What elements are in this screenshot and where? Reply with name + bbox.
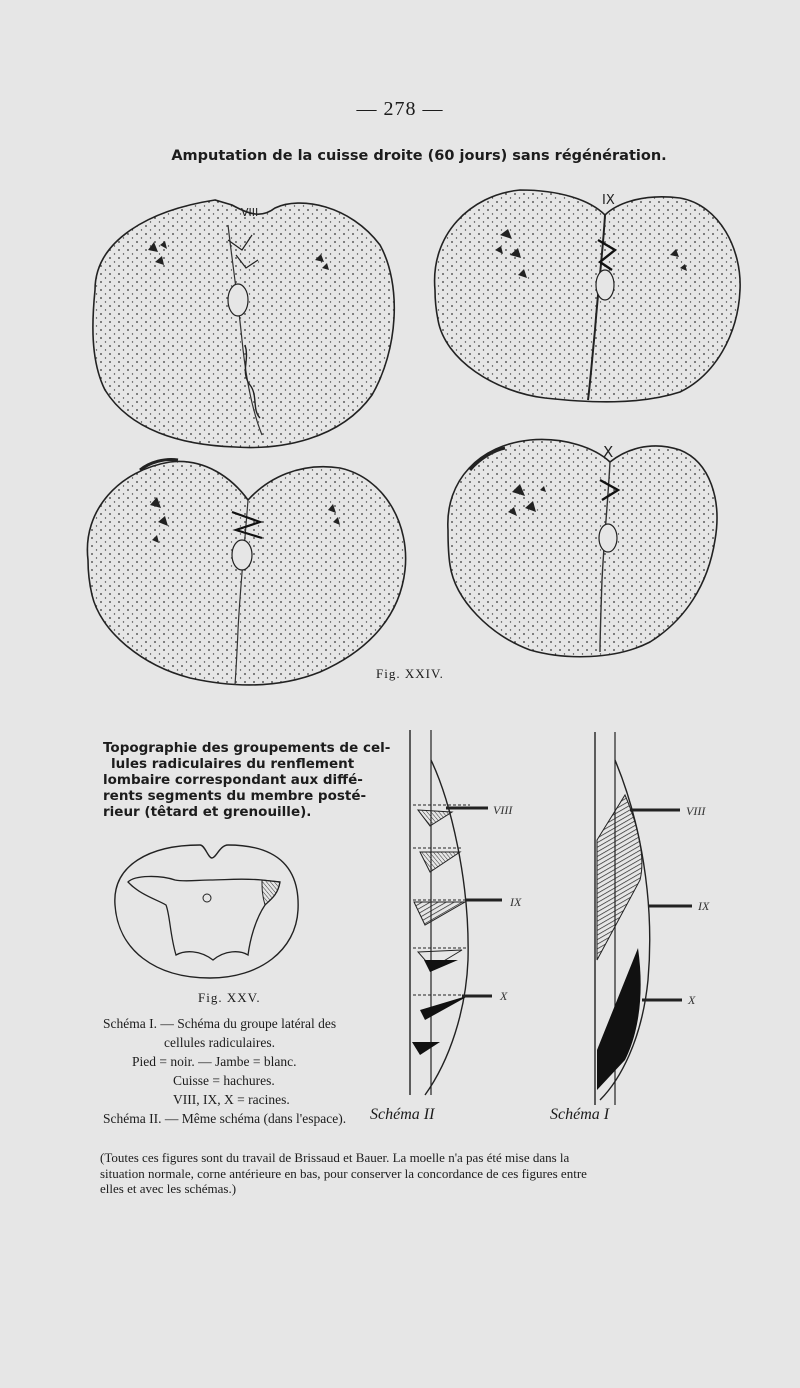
- page-number: — 278 —: [356, 98, 444, 120]
- schema-ii-diagram: [410, 730, 502, 1095]
- caption-line: lules radiculaires du renflement: [111, 756, 355, 772]
- caption-line: Topographie des groupements de cel-: [103, 740, 391, 756]
- spinal-section-unlabeled: [87, 459, 405, 685]
- caption-line: lombaire correspondant aux diffé-: [103, 772, 363, 788]
- schema-ii-root-ix: IX: [510, 895, 522, 909]
- legend-line: Schéma I. — Schéma du groupe latéral des: [103, 1016, 337, 1031]
- caption-line: rents segments du membre posté-: [103, 788, 367, 804]
- schema-i-root-x: X: [688, 993, 696, 1007]
- schema-i-label: Schéma I: [550, 1106, 610, 1123]
- schema-i-root-viii: VIII: [686, 804, 706, 818]
- legend-line: VIII, IX, X = racines.: [173, 1092, 290, 1107]
- figure-24-title: Amputation de la cuisse droite (60 jours) sans régénération.: [171, 148, 667, 164]
- spinal-section-x: [448, 440, 717, 657]
- legend-line: Pied = noir. — Jambe = blanc.: [132, 1054, 297, 1069]
- spinal-section-ix: [435, 190, 741, 402]
- legend-line: cellules radiculaires.: [164, 1035, 275, 1050]
- legend-line: Cuisse = hachures.: [173, 1073, 275, 1088]
- section-x-label: X: [603, 443, 614, 461]
- footnote-line: elles et avec les schémas.): [100, 1181, 237, 1196]
- cross-section-diagram: [115, 845, 298, 978]
- legend-line: Schéma II. — Même schéma (dans l'espace).: [103, 1111, 347, 1126]
- schema-i-diagram: [595, 732, 692, 1105]
- footnote-line: situation normale, corne antérieure en bas, pour conserver la concordance de ces figures entre: [100, 1165, 587, 1181]
- figure-25-caption: [103, 740, 403, 820]
- schema-i-root-ix: IX: [698, 899, 710, 913]
- schema-ii-root-viii: VIII: [493, 803, 513, 817]
- schema-ii-label: Schéma II: [370, 1106, 435, 1123]
- footnote-line: (Toutes ces figures sont du travail de Brissaud et Bauer. La moelle n'a pas été mise dans la: [100, 1150, 570, 1165]
- figure-25-label: Fig. XXV.: [198, 990, 261, 1005]
- section-viii-label: VIII: [241, 206, 259, 219]
- caption-line: rieur (têtard et grenouille).: [103, 804, 312, 820]
- section-ix-label: IX: [602, 193, 615, 208]
- figure-24-label: Fig. XXIV.: [376, 666, 444, 681]
- footnote: [100, 1150, 726, 1197]
- schema-ii-root-x: X: [500, 989, 508, 1003]
- spinal-section-viii: [93, 200, 394, 447]
